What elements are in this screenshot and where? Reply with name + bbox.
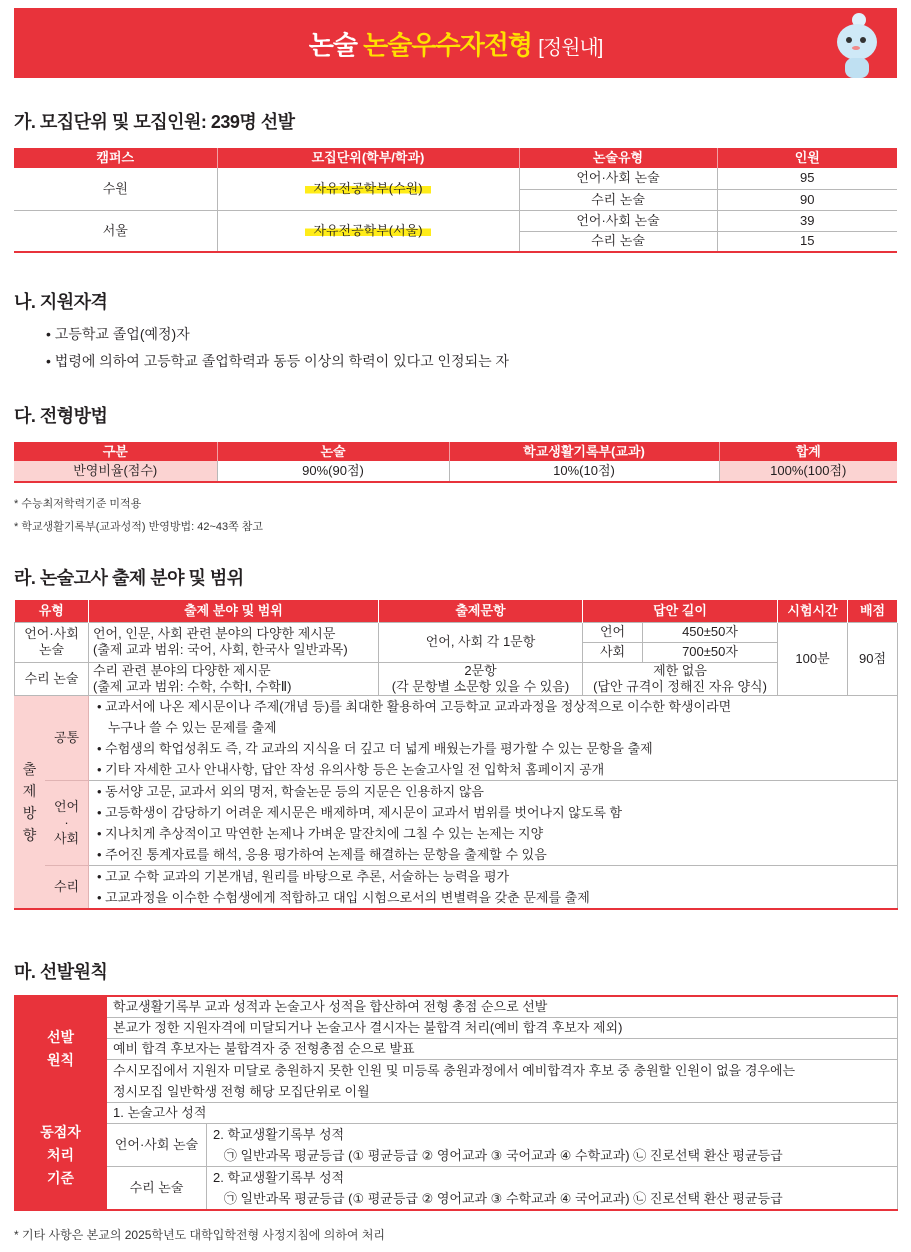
- scope-math-line2: (출제 교과 범위: 수학, 수학Ⅰ, 수학Ⅱ): [93, 678, 292, 694]
- direction-item: • 고교과정을 이수한 수험생에게 적합하고 대입 시험으로서의 변별력을 갖춘 문제를 출제: [97, 889, 590, 905]
- principle-item: 본교가 정한 지원자격에 미달되거나 논술고사 결시자는 불합격 처리(예비 합격 후보자 제외): [107, 1017, 898, 1038]
- length-label-lang: 언어: [583, 622, 643, 642]
- tie-break-label: [15, 1102, 107, 1210]
- label-line: 원칙: [46, 1052, 75, 1069]
- scope-lang: [89, 622, 379, 662]
- questions-math-line2: (각 문항별 소문항 있을 수 있음): [391, 678, 570, 694]
- lang-label-line: 언어: [53, 798, 80, 814]
- eligibility-item: • 고등학교 졸업(예정)자: [46, 326, 190, 342]
- principle-item: 학교생활기록부 교과 성적과 논술고사 성적을 합산하여 전형 총점 순으로 선발: [107, 996, 898, 1017]
- section-a-title: 가. 모집단위 및 모집인원: 239명 선발: [14, 112, 295, 132]
- length-value-lang: 450±50자: [643, 622, 778, 642]
- unit-cell: [217, 168, 519, 210]
- length-math-line2: (답안 규격이 정해진 자유 양식): [593, 678, 767, 694]
- math-label: 수리: [45, 865, 89, 909]
- type-cell: 언어·사회 논술: [519, 168, 717, 189]
- principle-line: 정시모집 일반학생 전형 해당 모집단위로 이월: [113, 1083, 370, 1099]
- selection-principle-label: [15, 996, 107, 1102]
- math-directions: [89, 865, 898, 909]
- exam-scope-table: [14, 600, 898, 910]
- label-line: 처리: [46, 1147, 75, 1163]
- note: * 학교생활기록부(교과성적) 반영방법: 42~43쪽 참고: [14, 521, 264, 533]
- type-math: 수리 논술: [15, 662, 89, 695]
- header-total: 합계: [719, 442, 897, 461]
- header-length: 답안 길이: [583, 600, 778, 622]
- direction-char: 방: [22, 804, 37, 821]
- section-e-title: 마. 선발원칙: [14, 962, 108, 982]
- tie-lang-label: 언어·사회 논술: [107, 1123, 207, 1166]
- scope-math: [89, 662, 379, 695]
- scope-lang-line2: (출제 교과 범위: 국어, 사회, 한국사 일반과목): [93, 642, 348, 657]
- length-label-social: 사회: [583, 642, 643, 662]
- selection-method-table: [14, 442, 897, 483]
- count-cell: 90: [717, 189, 897, 210]
- lang-label: [45, 780, 89, 865]
- mascot-icon: [827, 8, 887, 80]
- scope-lang-line1: 언어, 인문, 사회 관련 분야의 다양한 제시문: [93, 626, 336, 641]
- direction-item: • 고교 수학 교과의 기본개념, 원리를 바탕으로 추론, 서술하는 능력을 평가: [97, 868, 510, 884]
- length-math: [583, 662, 778, 695]
- lang-label-line: 사회: [53, 830, 80, 846]
- section-c-title: 다. 전형방법: [14, 406, 108, 426]
- header-scope: 출제 분야 및 범위: [89, 600, 379, 622]
- common-directions: [89, 695, 898, 780]
- direction-item: • 동서양 고문, 교과서 외의 명저, 학술논문 등의 지문은 인용하지 않음: [97, 783, 484, 799]
- essay-ratio: 90%(90점): [217, 461, 449, 482]
- banner-main-title: 논술우수자전형: [363, 30, 532, 60]
- count-cell: 15: [717, 231, 897, 252]
- questions-math: [379, 662, 583, 695]
- direction-item: 누구나 쓸 수 있는 문제를 출제: [97, 719, 277, 735]
- type-lang: [15, 622, 89, 662]
- section-d-title: 라. 논술고사 출제 분야 및 범위: [14, 568, 244, 588]
- direction-item: • 수험생의 학업성취도 즉, 각 교과의 지식을 더 깊고 더 넓게 배웠는가를 평가할 수 있는 문항을 출제: [97, 740, 653, 756]
- questions-math-line1: 2문항: [464, 662, 497, 678]
- banner-prefix: 논술: [308, 30, 357, 60]
- tie-lang-criteria: [207, 1123, 898, 1166]
- length-math-line1: 제한 없음: [653, 662, 707, 678]
- tie-math-label: 수리 논술: [107, 1166, 207, 1210]
- direction-char: 제: [22, 782, 37, 799]
- principle-line: 수시모집에서 지원자 미달로 충원하지 못한 인원 및 미등록 충원과정에서 예비합격자 후보 중 충원할 인원이 없을 경우에는: [113, 1062, 796, 1078]
- header-count: 인원: [717, 148, 897, 168]
- header-record: 학교생활기록부(교과): [449, 442, 719, 461]
- footnote: * 기타 사항은 본교의 2025학년도 대학입학전형 사정지침에 의하여 처리: [14, 1228, 386, 1242]
- principle-item: 예비 합격 후보자는 불합격자 중 전형총점 순으로 발표: [107, 1038, 898, 1059]
- header-time: 시험시간: [778, 600, 848, 622]
- label-line: 기준: [46, 1170, 75, 1186]
- label-line: 동점자: [40, 1124, 81, 1140]
- criteria-line: 2. 학교생활기록부 성적: [213, 1126, 345, 1142]
- note: * 수능최저학력기준 미적용: [14, 498, 142, 510]
- criteria-line: ㉠ 일반과목 평균등급 (① 평균등급 ② 영어교과 ③ 국어교과 ④ 수학교과) ㉡ 진로선택 환산 평균등급: [213, 1147, 783, 1163]
- length-value-social: 700±50자: [643, 642, 778, 662]
- exam-score: 90점: [848, 622, 898, 695]
- count-cell: 95: [717, 168, 897, 189]
- direction-char: 출: [22, 760, 37, 777]
- lang-label-line: ·: [64, 814, 69, 830]
- header-division: 구분: [14, 442, 217, 461]
- header-campus: 캠퍼스: [14, 148, 217, 168]
- criteria-line: 2. 학교생활기록부 성적: [213, 1169, 345, 1185]
- banner-suffix: [정원내]: [538, 37, 603, 59]
- lang-directions: [89, 780, 898, 865]
- title-banner: [14, 8, 897, 78]
- scope-math-line1: 수리 관련 분야의 다양한 제시문: [93, 662, 271, 678]
- direction-item: • 고등학생이 감당하기 어려운 제시문은 배제하며, 제시문이 교과서 범위를 벗어나지 않도록 함: [97, 804, 623, 820]
- tie-math-criteria: [207, 1166, 898, 1210]
- common-label: 공통: [45, 695, 89, 780]
- label-line: 선발: [46, 1029, 75, 1046]
- total-ratio: 100%(100점): [719, 461, 897, 482]
- unit-label: 자유전공학부(서울): [305, 223, 430, 238]
- direction-item: • 기타 자세한 고사 안내사항, 답안 작성 유의사항 등은 논술고사일 전 입학처 홈페이지 공개: [97, 761, 605, 777]
- type-lang-line1: 언어·사회: [24, 626, 79, 641]
- type-lang-line2: 논술: [38, 642, 65, 657]
- direction-char: 향: [22, 826, 37, 843]
- ratio-label: 반영비율(점수): [14, 461, 217, 482]
- header-score: 배점: [848, 600, 898, 622]
- campus-cell: 수원: [14, 168, 217, 210]
- direction-item: • 지나치게 추상적이고 막연한 논제나 가벼운 말잔치에 그칠 수 있는 논제는 지양: [97, 825, 544, 841]
- type-cell: 언어·사회 논술: [519, 210, 717, 231]
- type-cell: 수리 논술: [519, 189, 717, 210]
- eligibility-item: • 법령에 의하여 고등학교 졸업학력과 동등 이상의 학력이 있다고 인정되는 자: [46, 353, 510, 369]
- questions-lang: 언어, 사회 각 1문항: [379, 622, 583, 662]
- header-unit: 모집단위(학부/학과): [217, 148, 519, 168]
- tie-first: 1. 논술고사 성적: [107, 1102, 898, 1123]
- recruitment-table: [14, 148, 897, 253]
- section-b-title: 나. 지원자격: [14, 292, 108, 312]
- count-cell: 39: [717, 210, 897, 231]
- type-cell: 수리 논술: [519, 231, 717, 252]
- header-essay: 논술: [217, 442, 449, 461]
- unit-cell: [217, 210, 519, 252]
- record-ratio: 10%(10점): [449, 461, 719, 482]
- header-questions: 출제문항: [379, 600, 583, 622]
- direction-item: • 주어진 통계자료를 해석, 응용 평가하여 논제를 해결하는 문항을 출제할 수 있음: [97, 846, 547, 862]
- header-type: 논술유형: [519, 148, 717, 168]
- header-type: 유형: [15, 600, 89, 622]
- campus-cell: 서울: [14, 210, 217, 252]
- banner-title: [14, 25, 897, 62]
- selection-principle-table: [14, 995, 898, 1211]
- criteria-line: ㉠ 일반과목 평균등급 (① 평균등급 ② 영어교과 ③ 수학교과 ④ 국어교과) ㉡ 진로선택 환산 평균등급: [213, 1190, 783, 1206]
- direction-label: [15, 695, 45, 909]
- unit-label: 자유전공학부(수원): [305, 181, 430, 196]
- exam-time: 100분: [778, 622, 848, 695]
- principle-item: [107, 1059, 898, 1102]
- direction-item: • 교과서에 나온 제시문이나 주제(개념 등)를 최대한 활용하여 고등학교 교과과정을 정상적으로 이수한 학생이라면: [97, 698, 732, 714]
